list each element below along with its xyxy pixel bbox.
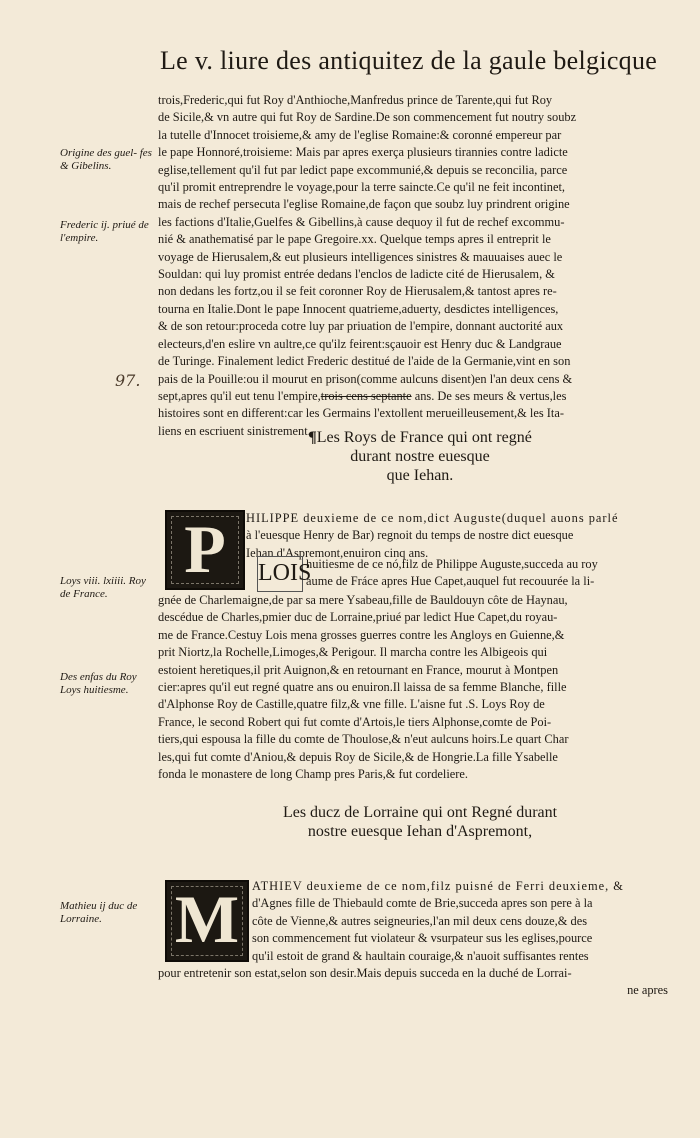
paragraph-frederic (158, 92, 668, 440)
text-line: & de son retour:proceda cotre luy par priuation de l'empire, donnant auctorité aux (158, 319, 564, 334)
text-line: descédue de Charles,pmier duc de Lorraine,priué par ledict Hue Capet,du royau- (158, 610, 558, 625)
paragraph-mathieu (158, 965, 668, 1000)
heading-line: ¶Les Roys de France qui ont regné (308, 429, 532, 446)
text-line: voyage de Hierusalem,& eut plusieurs intelligences sinistres & mauuaises auec le (158, 249, 563, 264)
text-line: cier:apres qu'il eut regné quatre ans ou enuiron.Il laissa de sa femme Blanche, fille (158, 680, 567, 695)
text-line: les,qui fut comte d'Aniou,& depuis Roy de Sicile,& de Hongrie.La fille Ysabelle (158, 749, 558, 764)
text-line (158, 388, 668, 405)
margin-note-guelfes: Origine des guel- fes & Gibelins. (60, 147, 152, 172)
paragraph-mathieu-head (252, 878, 668, 965)
text-line: eglise,tellement qu'il fut par ledict pape excommunié,& depuis se reconcilia, parce (158, 162, 568, 177)
text-line: estoient heretiques,il prit Auignon,& en retournant en France, mourut à Montpen (158, 662, 559, 677)
text-line: qu'il estoit de grand & haultain couraige,& n'auoit suffisantes rentes (252, 948, 589, 963)
page-header: Le v. liure des antiquitez de la gaule belgicque (160, 46, 658, 75)
text-line: HILIPPE deuxieme de ce nom,dict Auguste(duquel auons parlé (246, 511, 619, 525)
text-line: electeurs,d'en eslire vn aultre,ce qu'ilz feirent:sçauoir est Henry duc & Landgraue (158, 336, 562, 351)
margin-note-enfants: Des enfas du Roy Loys huitiesme. (60, 671, 137, 696)
text-line: à l'euesque Henry de Bar) regnoit du temps de nostre dict euesque (246, 528, 574, 543)
initial-letter: P (184, 511, 226, 587)
text-line: France, le second Robert qui fut comte d'Artois,le tiers Alphonse,comte de Poi- (158, 714, 552, 729)
text-line: nié & anathematisé par le pape Gregoire.xx. Quelque temps apres il entreprit le (158, 232, 551, 247)
initial-letter: M (174, 881, 240, 957)
text-line: d'Agnes fille de Thiebauld comte de Brie,succeda apres son pere à la (252, 896, 593, 911)
text-line: gnée de Charlemaigne,de par sa mere Ysabeau,fille de Bauldouyn côte de Haynau, (158, 593, 568, 607)
text-line: le pape Honnoré,troisieme: Mais par apres exerça plusieurs tirannies contre ladicte (158, 145, 568, 160)
section-heading-roys (260, 428, 580, 485)
text-line: fonda le monastere de long Champ pres Paris,& fut cordeliere. (158, 767, 469, 782)
initial-lois: LOIS (257, 556, 303, 592)
text-line: histoires sont en different:car les Germains l'extollent merueilleusement,& les Ita- (158, 406, 564, 421)
text-line: de Turinge. Finalement ledict Frederic destitué de l'aide de la Germanie,vint en son (158, 354, 571, 369)
paragraph-lois-head (306, 556, 668, 591)
text-line: mais de rechef persecuta l'eglise Romaine,de façon que soubz luy prindrent origine (158, 197, 570, 212)
decorated-initial-p (165, 510, 245, 590)
text-line: d'Alphonse Roy de Castille,quatre filz,& vne fille. L'aisne fut .S. Loys Roy de (158, 697, 545, 712)
paragraph-lois (158, 592, 668, 783)
text-line: pour entretenir son estat,selon son desir.Mais depuis succeda en la duché de Lorrai- (158, 966, 572, 980)
text-line: pais de la Pouille:ou il mourut en prison(comme aulcuns disent)en l'an deux cens & (158, 371, 573, 386)
text-segment: ans. De ses meurs & vertus,les (411, 388, 567, 403)
text-line: tiers,qui espousa la fille du comte de Thoulose,& n'eut aulcuns hoirs.Le quart Char (158, 732, 569, 747)
margin-note-mathieu: Mathieu ij duc de Lorraine. (60, 900, 138, 925)
text-line: ATHIEV deuxieme de ce nom,filz puisné de Ferri deuxieme, & (252, 879, 624, 893)
text-line: liens en escriuent sinistrement. (158, 423, 311, 438)
catchword: ne apres (627, 983, 668, 998)
heading-line: durant nostre euesque (350, 448, 490, 465)
struck-text: trois cens septante (320, 388, 412, 403)
text-line: les factions d'Italie,Guelfes & Gibellins,à cause dequoy il fut de rechef excommu- (158, 214, 565, 229)
text-line: Souldan: qui luy promist entrée dedans l'enclos de ladicte cité de Hierusalem, & (158, 267, 555, 282)
text-line: Iehan d'Aspremont,enuiron cinq ans. (246, 545, 429, 560)
text-line: tourna en Italie.Dont le pape Innocent quatrieme,aduerty, desdictes intelligences, (158, 301, 559, 316)
margin-note-frederic: Frederic ij. priué de l'empire. (60, 219, 149, 244)
section-heading-ducz (230, 803, 610, 841)
text-line: côte de Vienne,& autres seigneuries,l'an mil deux cens douze,& des (252, 913, 588, 928)
handwritten-annotation: 97. (115, 371, 141, 390)
text-line: me de France.Cestuy Lois mena grosses guerres contre les Angloys en Guienne,& (158, 627, 565, 642)
pilcrow-mark: ¶ (308, 429, 317, 446)
decorated-initial-m (165, 880, 249, 962)
text-line: prit Niortz,la Rochelle,Limoges,& Perigour. Il marcha contre les Albigeois qui (158, 645, 548, 660)
heading-line: Les ducz de Lorraine qui ont Regné durant (282, 804, 558, 821)
text-line: aume de Fráce apres Hue Capet,auquel fut recouurée la li- (306, 574, 595, 589)
text-line: huitiesme de ce nó,filz de Philippe Auguste,succeda au roy (306, 557, 598, 571)
paragraph-philippe (246, 510, 668, 562)
text-line: de Sicile,& vn autre qui fut Roy de Sardine.De son commencement fut noutry soubz (158, 110, 577, 125)
heading-line: nostre euesque Iehan d'Aspremont, (307, 823, 533, 840)
margin-note-loys: Loys viii. lxiiii. Roy de France. (60, 575, 146, 600)
text-line: trois,Frederic,qui fut Roy d'Anthioche,Manfredus prince de Tarente,qui fut Roy (158, 93, 553, 107)
text-line: la tutelle d'Innocet troisieme,& amy de l'eglise Romaine:& coronné empereur par (158, 127, 562, 142)
text-line: son commencement fut violateur & vsurpateur sus les eglises,pource (252, 931, 593, 946)
text-segment: sept,apres qu'il eut tenu l'empire, (158, 388, 321, 403)
heading-line: que Iehan. (386, 467, 454, 484)
text-line: qu'il promit entreprendre le voyage,pour la terre saincte.Ce qu'il ne feit incontinet, (158, 180, 566, 195)
text-line: non dedans les fortz,ou il se feit coronner Roy de Hierusalem,& tantost apres re- (158, 284, 557, 299)
